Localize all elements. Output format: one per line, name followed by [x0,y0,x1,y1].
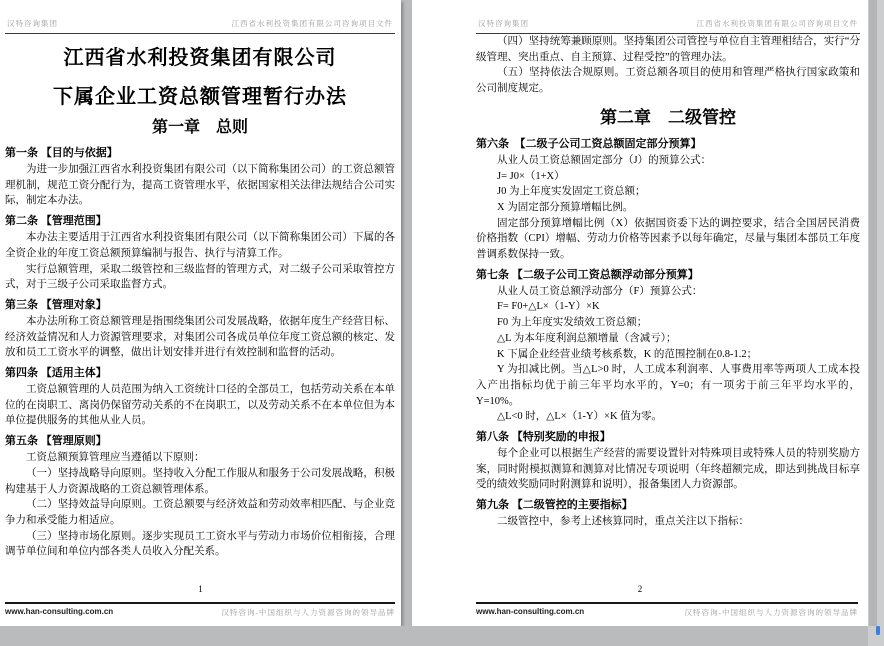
document-title-line-2: 下属企业工资总额管理暂行办法 [53,86,347,108]
chapter-heading: 第二章 二级管控 [600,107,736,127]
body-paragraph: Y 为扣减比例。当△L>0 时，人工成本利润率、人事费用率等两项人工成本投入产出指标均优于前三年平均水平的，Y=0；有一项劣于前三年平均水平的，Y=10%。 [476,364,860,407]
workspace-bottom-margin [0,626,868,646]
footer-website-url: www.han-consulting.com.cn [476,607,585,616]
formula-line: F= F0+△L×（1-Y）×K [497,301,600,313]
body-paragraph: 从业人员工资总额浮动部分（F）预算公式： [497,285,703,297]
body-paragraph: 实行总额管理，采取二级管控和三级监督的管理方式，对二级子公司采取管控方式，对于三级子公司采取监督方式。 [5,263,395,291]
scrollbar-thumb[interactable] [869,0,877,626]
page-body [5,146,395,560]
page-header [5,12,395,34]
body-paragraph: （一）坚持战略导向原则。坚持收入分配工作服从和服务于公司发展战略，积极构建基于人力资源战略的工资总额管理体系。 [5,467,395,495]
section-heading: 第三条 【管理对象】 [5,298,107,311]
vertical-scrollbar[interactable] [868,0,884,646]
body-paragraph: 工资总额管理的人员范围为纳入工资统计口径的全部员工，包括劳动关系在本单位的在岗职工、离岗仍保留劳动关系的不在岗职工，以及劳动关系不在本单位但为本单位提供服务的其他从业人员。 [5,384,395,427]
formula-line: K 下属企业经营业绩考核系数，K 的范围控制在0.8-1.2； [497,348,758,360]
section-heading: 第九条 【二级管控的主要指标】 [476,499,633,512]
document-title-line-1: 江西省水利投资集团有限公司 [63,47,337,69]
formula-line: △L 为本年度利润总额增量（含减亏）； [497,332,677,344]
page-number: 1 [198,584,203,594]
body-paragraph: 固定部分预算增幅比例（X）依据国资委下达的调控要求，结合全国居民消费价格指数（CPI）增幅、劳动力价格等因素予以每年确定，尽量与集团本部员工年度普调系数保持一致。 [476,217,860,261]
formula-line: J0 为上年度实发固定工资总额； [497,186,646,198]
footer-website-url: www.han-consulting.com.cn [5,607,114,616]
page-footer [476,602,858,618]
page-footer [5,602,395,618]
body-paragraph: （三）坚持市场化原则。逐步实现员工工资水平与劳动力市场价位相衔接，合理调节单位间和单位内部各类人员收入分配关系。 [5,530,395,558]
header-right-text: 江西省水利投资集团有限公司咨询项目文件 [696,19,858,28]
section-heading: 第七条 【二级子公司工资总额浮动部分预算】 [476,268,699,281]
document-page-1 [0,0,401,626]
page-number: 2 [637,584,643,594]
body-paragraph: 每个企业可以根据生产经营的需要设置针对特殊项目或特殊人员的特别奖励方案，同时附模拟测算和测算对比情况专项说明（年终超额完成，即达到挑战目标享受的绩效奖励同时附测算和说明），报备集团人力资源部。 [476,448,860,491]
body-paragraph: 为进一步加强江西省水利投资集团有限公司（以下简称集团公司）的工资总额管理机制，规范工资分配行为，提高工资管理水平，依据国家相关法律法规结合公司实际，制定本办法。 [5,164,395,207]
body-paragraph: （五）坚持依法合规原则。工资总额各项目的使用和管理严格执行国家政策和公司制度规定。 [476,67,860,95]
header-left-text: 汉特咨询集团 [478,19,529,28]
body-paragraph: 二级管控中，参考上述核算同时，重点关注以下指标： [497,516,749,528]
formula-line: X 为固定部分预算增幅比例。 [497,201,634,213]
section-heading: 第八条 【特别奖励的申报】 [476,431,611,444]
page-body [476,34,860,530]
formula-line: J= J0×（1+X） [497,170,565,182]
footer-slogan: 汉特咨询-中国组织与人力资源咨询的领导品牌 [684,608,858,617]
document-page-2 [412,0,868,626]
body-paragraph: △L<0 时，△L×（1-Y）×K 值为零。 [497,411,663,423]
footer-slogan: 汉特咨询-中国组织与人力资源咨询的领导品牌 [221,608,395,617]
body-paragraph: 工资总额预算管理应当遵循以下原则： [26,452,205,464]
header-left-text: 汉特咨询集团 [7,19,58,28]
section-heading: 第一条 【目的与依据】 [5,147,118,159]
header-right-text: 江西省水利投资集团有限公司咨询项目文件 [231,19,393,28]
body-paragraph: 本办法主要适用于江西省水利投资集团有限公司（以下简称集团公司）下属的各全资企业的年度工资总额预算编制与报告、执行与清算工作。 [5,232,395,259]
body-paragraph: （二）坚持效益导向原则。工资总额要与经济效益和劳动效率相匹配、与企业竞争力和承受能力相适应。 [5,499,395,526]
section-heading: 第四条 【适用主体】 [5,367,107,380]
page-header [476,12,860,34]
body-paragraph: 从业人员工资总额固定部分（J）的预算公式： [497,154,712,166]
section-heading: 第二条 【管理范围】 [5,215,107,228]
formula-line: F0 为上年度实发绩效工资总额； [497,317,648,329]
scrollbar-handle-icon[interactable] [876,626,880,635]
section-heading: 第五条 【管理原则】 [5,435,107,448]
chapter-heading: 第一章 总则 [151,119,248,136]
body-paragraph: 本办法所称工资总额管理是指围绕集团公司发展战略，依据年度生产经营目标、经济效益情况和人力资源管理要求，对集团公司各成员单位年度工资总额的核定、发放和员工工资水平的调整，做出计划安排并进行有效控制和监督的活动。 [5,315,395,359]
body-paragraph: （四）坚持统筹兼顾原则。坚持集团公司管控与单位自主管理相结合，实行“分级管理、突出重点、自主预算、过程受控”的管理办法。 [476,36,860,63]
section-heading: 第六条 【二级子公司工资总额固定部分预算】 [476,137,702,150]
